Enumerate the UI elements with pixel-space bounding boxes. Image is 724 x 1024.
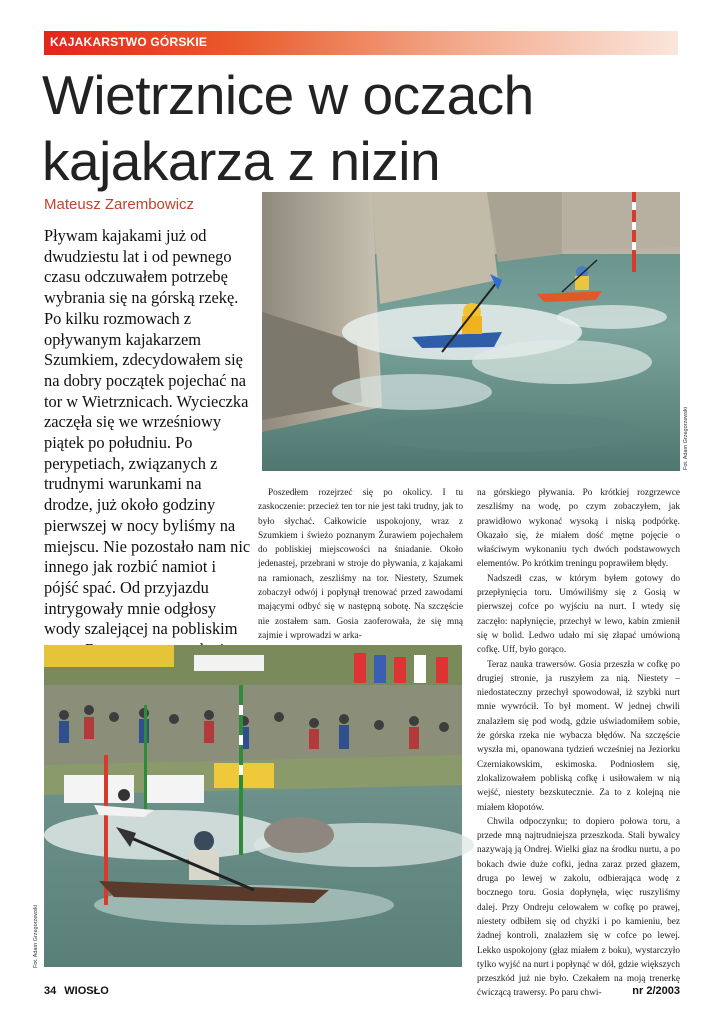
body-paragraph: Teraz nauka trawersów. Gosia przeszła w cofkę po drugiej stronie, ja ruszyłem za nią. Niestety – niedostateczny przechył spowodował, iż szybki nurt mnie wywrócił. To był moment. W jednej chwili znalazłem się pod wodą, gdzie uświadomiłem sobie, że górska rzeka nie wybacza błędów. Na szczęście wyszła mi, opanowana tydzień wcześniej na Jeziorku Czerniakowskim, eskimoska. Podniosłem się, zlokalizowałem pobliską cofkę i usiłowałem w nią wejść, niestety bezskutecznie. Za to z kolejną nie miałem kłopotów. (477, 659, 680, 813)
section-label: KAJAKARSTWO GÓRSKIE (50, 35, 208, 49)
body-paragraph: Poszedłem rozejrzeć się po okolicy. I tu zaskoczenie: przecież ten tor nie jest taki trudny, jak to było słychać. Całkowicie uspokojony, wraz z Szumkiem i świeżo poznanym Żurawiem pojechałem do pobliskiej miejscowości na śniadanie. Około jedenastej, przebrani w stroje do pływania, z kajakami na ramionach, zeszliśmy na tor. Niestety, Szumek zobaczył odwój i popłynął trenować przed zawodami mającymi odbyć się w następną sobotę. Na szczęście nie zostałem sam. Gosia zaoferowała, że się mną zajmie i wprowadzi w arka- (258, 488, 463, 641)
body-column-middle (258, 486, 463, 643)
title-line-1: Wietrznice w oczach (42, 64, 534, 126)
photo-credit-top: Fot. Adam Grzegorzewski (683, 407, 689, 470)
photo-kayak-channel-image (262, 192, 680, 471)
photo-competition-image (44, 645, 462, 967)
author-name: Mateusz Zarembowicz (44, 196, 195, 213)
footer-left (44, 985, 117, 997)
magazine-name: WIOSŁO (64, 985, 109, 997)
issue-number: nr 2/2003 (632, 985, 680, 997)
page-number: 34 (44, 985, 57, 997)
article-title (42, 62, 562, 194)
body-paragraph: na górskiego pływania. Po krótkiej rozgrzewce zeszliśmy na wodę, po czym zobaczyłem, jak prawidłowo wykonać wysoką i niską podpórkę. Okazało się, że miałem dość mętne pojęcie o właściwym wykonaniu tych dwóch podstawowych elementów. Po krótkim treningu poprawiłem błędy. (477, 488, 680, 570)
title-line-2: kajakarza z nizin (42, 130, 441, 192)
body-paragraph: Nadszedł czas, w którym byłem gotowy do przepłynięcia toru. Umówiliśmy się z Gosią w pierwszej cofce po wyjściu na nurt. I wtedy się zaczęło: napłynięcie, przechył w lewo, kabin zmienił się w bolid. Ledwo udało mi się złapać umówioną cofkę. Uff, było gorąco. (477, 573, 680, 656)
photo-competition (44, 645, 462, 967)
photo-kayak-channel (262, 192, 680, 471)
body-paragraph: Chwila odpoczynku; to dopiero połowa toru, a przede mną najtrudniejsza przeszkoda. Stali bywalcy nazywają ją Ondrej. Wielki głaz na środku nurtu, a po bokach dwie duże cofki, jedna zaraz przed głazem, druga po lewej w zakolu, odbierająca wodę z bocznego toru. Gosia dopłynęła, więc ruszyliśmy dalej. Przy Ondreju celowałem w cofkę po prawej, niestety odbiłem się od chyżki i po kamieniu, bez żadnej kontroli, znalazłem się w cofce po lewej. Lekko uspokojony (głaz miałem z boku), wystarczyło tylko wyjść na nurt i popłynąć w dół, gdzie większych przeszkód już nie było. Czekałem na moją trenerkę ćwiczącą trawersy. Po paru chwi- (477, 816, 680, 999)
photo-credit-bottom: Fot. Adam Grzegorzewski (33, 905, 39, 968)
lead-text: Pływam kajakami już od dwudziestu lat i od pewnego czasu odczuwałem potrzebę wybrania się na górską rzekę. Po kilku rozmowach z opływanym kajakarzem Szumkiem, zdecydowałem się na dobry początek pojechać na tor w Wietrznicach. Wycieczka zaczęła się we wrześniowy piątek po południu. Po perypetiach, związanych z trudnymi warunkami na drodze, już około godziny pierwszej w nocy byliśmy na miejscu. Nie pozostało nam nic innego jak rozbić namiot i pójść spać. Od przyjazdu intrygowały mnie odgłosy wody szalejącej na pobliskim (44, 226, 251, 639)
